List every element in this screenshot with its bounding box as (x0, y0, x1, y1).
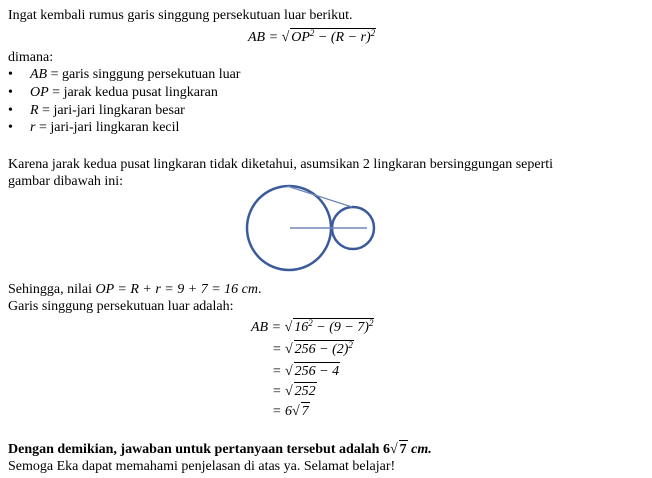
step-1: AB = √ $16^2 - (9 - 7)^2$ (251, 318, 374, 335)
step-3: = √ 256 − 4 (272, 364, 340, 379)
paragraph-line-2: gambar dibawah ini: (8, 174, 124, 189)
conclusion: Dengan demikian, jawaban untuk pertanyaan tersebut adalah 6√ 7 cm. (8, 442, 432, 457)
closing-text: Semoga Eka dapat memahami penjelasan di atas ya. Selamat belajar! (8, 459, 396, 474)
intro-text: Ingat kembali rumus garis singgung persekutuan luar berikut. (8, 8, 353, 23)
paragraph-line-1: Karena jarak kedua pusat lingkaran tidak diketahui, asumsikan 2 lingkaran bersinggungan seperti (8, 157, 554, 172)
step-2: = √ $256 - (2)^2$ (272, 340, 353, 357)
formula-lhs: AB = (248, 30, 279, 45)
op-line: Sehingga, nilai OP = R + r = 9 + 7 = 16 cm. (8, 282, 262, 297)
small-circle (332, 207, 374, 249)
step-radicand: 252 (294, 384, 316, 399)
step-radicand: $256 - (2)^2$ (294, 340, 353, 357)
tangent-line (287, 186, 352, 207)
step-radicand: 256 − 4 (294, 364, 340, 379)
sqrt-sign: √ $OP^2 - (R - r)^2$ (281, 28, 376, 45)
step-radicand: $16^2 - (9 - 7)^2$ (294, 318, 374, 335)
step-radicand: 7 (301, 404, 309, 419)
step-5: = 6√ 7 (272, 404, 309, 419)
dimana-label: dimana: (8, 50, 54, 65)
big-circle (247, 186, 331, 270)
main-formula (248, 28, 376, 46)
step-4: = √ 252 (272, 384, 316, 399)
formula-radicand: $OP^2 - (R - r)^2$ (291, 28, 376, 45)
op-expression: OP = R + r = 9 + 7 = 16 cm (95, 282, 258, 297)
garis-label: Garis singgung persekutuan luar adalah: (8, 299, 234, 314)
